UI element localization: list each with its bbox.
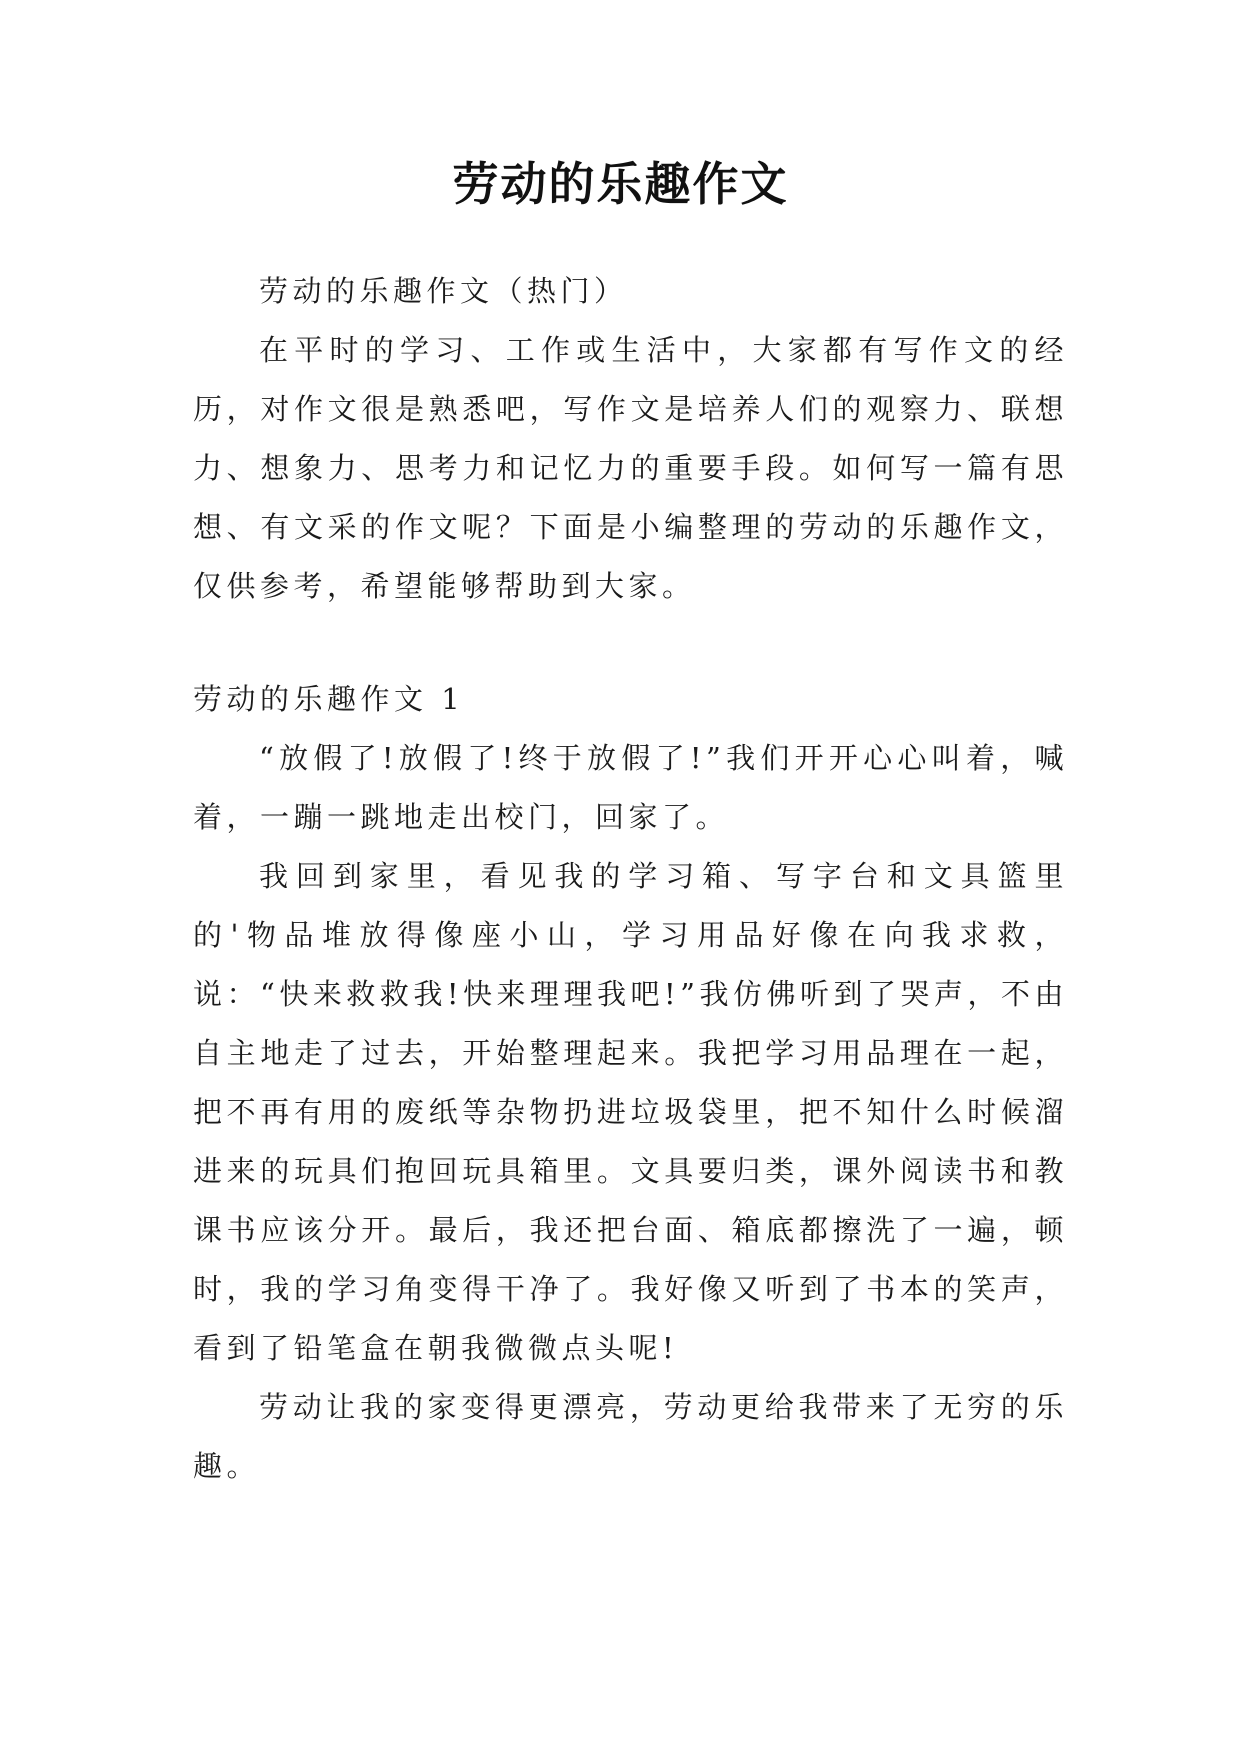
- section-heading: 劳动的乐趣作文 1: [193, 682, 465, 716]
- document-title: 劳动的乐趣作文: [452, 157, 789, 211]
- document-body: [193, 262, 1068, 1496]
- document-subtitle: 劳动的乐趣作文（热门）: [259, 274, 628, 308]
- intro-paragraph: 在平时的学习、工作或生活中，大家都有写作文的经历，对作文很是熟悉吧，写作文是培养人们的观察力、联想力、想象力、思考力和记忆力的重要手段。如何写一篇有思想、有文采的作文呢？下面是小编整理的劳动的乐趣作文，仅供参考，希望能够帮助到大家。: [193, 333, 1068, 603]
- essay-paragraph-1: “放假了!放假了!终于放假了!”我们开开心心叫着，喊着，一蹦一跳地走出校门，回家了。: [193, 741, 1068, 834]
- essay-paragraph-3: 劳动让我的家变得更漂亮，劳动更给我带来了无穷的乐趣。: [193, 1390, 1068, 1483]
- essay-paragraph-2: 我回到家里，看见我的学习箱、写字台和文具篮里的'物品堆放得像座小山，学习用品好像在向我求救，说：“快来救救我!快来理理我吧!”我仿佛听到了哭声，不由自主地走了过去，开始整理起来。我把学习用品理在一起，把不再有用的废纸等杂物扔进垃圾袋里，把不知什么时候溜进来的玩具们抱回玩具箱里。文具要归类，课外阅读书和教课书应该分开。最后，我还把台面、箱底都擦洗了一遍，顿时，我的学习角变得干净了。我好像又听到了书本的笑声，看到了铅笔盒在朝我微微点头呢!: [193, 859, 1068, 1365]
- section-spacer: [193, 616, 1068, 670]
